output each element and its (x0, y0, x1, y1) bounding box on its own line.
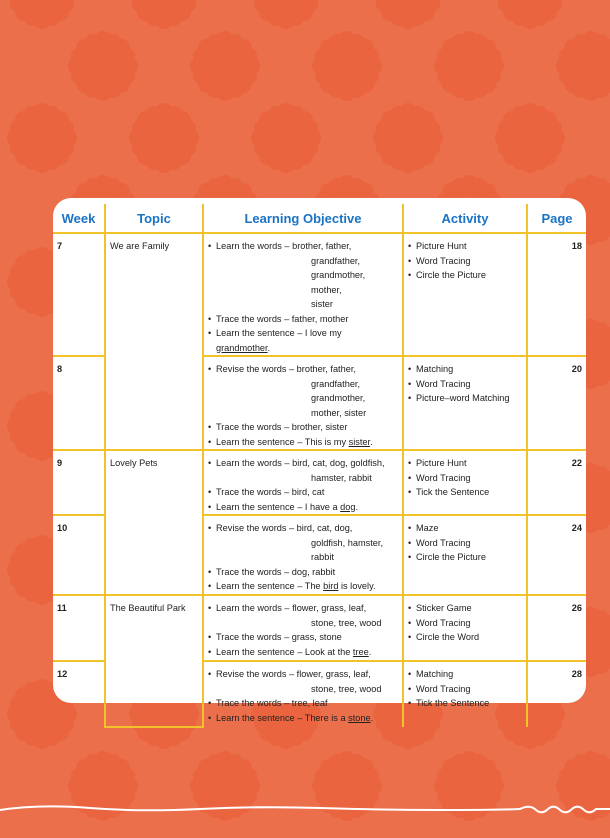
learning-objective (203, 233, 403, 356)
table-row (53, 450, 586, 515)
week-number: 10 (53, 515, 105, 595)
activity-item: • Circle the Picture (408, 268, 522, 283)
week-number: 11 (53, 595, 105, 661)
table-row (53, 233, 586, 356)
objective-item: • Trace the words – dog, rabbit (208, 565, 398, 580)
objective-item: • Learn the words – brother, father, grandfather, grandmother, mother, sister (208, 239, 398, 312)
topic-name: We are Family (105, 233, 203, 450)
week-number: 7 (53, 233, 105, 356)
learning-objective (203, 595, 403, 661)
flower-shape (251, 103, 321, 173)
activity-item: • Picture–word Matching (408, 391, 522, 406)
activity-item: • Word Tracing (408, 377, 522, 392)
activity-list (403, 595, 527, 661)
activity-item: • Picture Hunt (408, 456, 522, 471)
table-header-row (53, 204, 586, 233)
activity-list (403, 356, 527, 450)
curriculum-table-card (53, 198, 586, 723)
flower-shape (190, 31, 260, 101)
objective-item: • Trace the words – bird, cat (208, 485, 398, 500)
activity-item: • Matching (408, 667, 522, 682)
learning-objective (203, 450, 403, 515)
activity-item: • Word Tracing (408, 254, 522, 269)
activity-item: • Word Tracing (408, 536, 522, 551)
flower-shape (434, 31, 504, 101)
page-number: 18 (527, 233, 586, 356)
page-number: 26 (527, 595, 586, 661)
activity-item: • Maze (408, 521, 522, 536)
objective-item: • Trace the words – brother, sister (208, 420, 398, 435)
objective-item: • Learn the sentence – This is my sister. (208, 435, 398, 450)
learning-objective (203, 515, 403, 595)
flower-shape (7, 103, 77, 173)
flower-shape (68, 31, 138, 101)
activity-item: • Tick the Sentence (408, 485, 522, 500)
activity-item: • Circle the Word (408, 630, 522, 645)
activity-item: • Tick the Sentence (408, 696, 522, 711)
activity-list (403, 661, 527, 727)
page-number: 24 (527, 515, 586, 595)
objective-item: • Revise the words – brother, father, grandfather, grandmother, mother, sister (208, 362, 398, 420)
flower-shape (495, 103, 565, 173)
flower-shape (129, 103, 199, 173)
flower-shape (251, 0, 321, 29)
activity-list (403, 450, 527, 515)
learning-objective (203, 356, 403, 450)
activity-item: • Sticker Game (408, 601, 522, 616)
flower-shape (373, 0, 443, 29)
header-week: Week (53, 204, 105, 233)
activity-item: • Word Tracing (408, 682, 522, 697)
week-number: 8 (53, 356, 105, 450)
flower-shape (373, 103, 443, 173)
curriculum-table (53, 204, 586, 728)
objective-item: • Trace the words – grass, stone (208, 630, 398, 645)
header-page: Page (527, 204, 586, 233)
page-number: 20 (527, 356, 586, 450)
header-learning-objective: Learning Objective (203, 204, 403, 233)
objective-item: • Trace the words – tree, leaf (208, 696, 398, 711)
learning-objective (203, 661, 403, 727)
header-activity: Activity (403, 204, 527, 233)
table-row (53, 595, 586, 661)
week-number: 12 (57, 669, 68, 679)
objective-item: • Learn the sentence – There is a stone. (208, 711, 398, 726)
objective-item: • Learn the sentence – The bird is lovely. (208, 579, 398, 594)
objective-item: • Revise the words – flower, grass, leaf, stone, tree, wood (208, 667, 398, 696)
flower-shape (495, 0, 565, 29)
header-topic: Topic (105, 204, 203, 233)
objective-item: • Learn the sentence – I love my grandmother. (208, 326, 398, 355)
activity-item: • Picture Hunt (408, 239, 522, 254)
week-number: 9 (53, 450, 105, 515)
objective-item: • Learn the sentence – Look at the tree. (208, 645, 398, 660)
objective-item: • Revise the words – bird, cat, dog, goldfish, hamster, rabbit (208, 521, 398, 565)
flower-shape (129, 0, 199, 29)
decorative-wave-line (0, 800, 610, 820)
activity-list (403, 233, 527, 356)
page-number: 22 (527, 450, 586, 515)
objective-item: • Trace the words – father, mother (208, 312, 398, 327)
flower-shape (7, 0, 77, 29)
flower-shape (312, 31, 382, 101)
activity-item: • Word Tracing (408, 471, 522, 486)
activity-item: • Matching (408, 362, 522, 377)
activity-item: • Circle the Picture (408, 550, 522, 565)
topic-name: Lovely Pets (105, 450, 203, 595)
flower-shape (556, 31, 610, 101)
objective-item: • Learn the sentence – I have a dog. (208, 500, 398, 515)
activity-list (403, 515, 527, 595)
activity-item: • Word Tracing (408, 616, 522, 631)
objective-item: • Learn the words – flower, grass, leaf, stone, tree, wood (208, 601, 398, 630)
page-number: 28 (527, 661, 586, 727)
objective-item: • Learn the words – bird, cat, dog, goldfish, hamster, rabbit (208, 456, 398, 485)
topic-name: The Beautiful Park (105, 595, 203, 727)
